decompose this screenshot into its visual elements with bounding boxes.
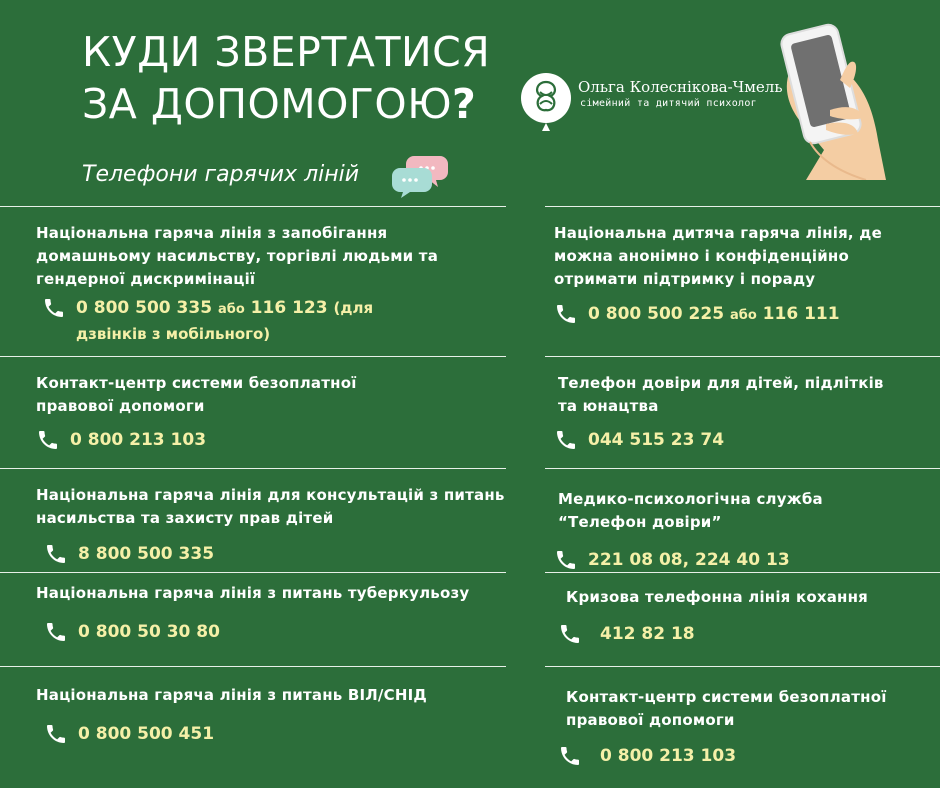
phone-separator: або: [729, 308, 757, 323]
hotline-card: [36, 684, 506, 764]
hotline-name: Контакт-центр системи безоплатної правової допомоги: [36, 374, 357, 415]
phone-number-2[interactable]: 116 111: [762, 304, 840, 324]
phone-icon: [554, 302, 578, 326]
phone-number[interactable]: 221 08 08, 224 40 13: [588, 550, 790, 570]
phone-note: (для дзвінків з мобільного): [76, 299, 374, 343]
divider: [545, 356, 940, 357]
phone-icon: [558, 744, 582, 768]
phone-number[interactable]: 044 515 23 74: [588, 430, 725, 450]
title-line-2: ЗА ДОПОМОГОЮ: [82, 80, 452, 128]
divider: [545, 206, 940, 207]
phone-number[interactable]: 0 800 500 335: [76, 298, 213, 318]
hotline-card: [558, 488, 934, 572]
hotline-name: Медико-психологічна служба “Телефон довіри”: [558, 490, 823, 531]
question-mark: ?: [451, 80, 477, 128]
hotline-card: [558, 372, 934, 464]
hotline-card: [36, 222, 506, 352]
phone-number-link[interactable]: [588, 302, 840, 328]
title-line-1: КУДИ ЗВЕРТАТИСЯ: [82, 28, 491, 76]
divider: [0, 468, 506, 469]
hotline-card: [36, 484, 506, 570]
divider: [0, 666, 506, 667]
phone-icon: [44, 722, 68, 746]
divider: [0, 356, 506, 357]
hotline-name: Національна гаряча лінія з питань ВІЛ/СНІД: [36, 686, 427, 704]
brand-logo: [518, 70, 788, 132]
logo-tagline: сімейний та дитячий психолог: [580, 98, 757, 109]
hotline-card: [554, 222, 934, 352]
subtitle: Телефони гарячих ліній: [82, 162, 360, 187]
chat-bubbles-icon: [392, 152, 448, 198]
hotline-name: Національна дитяча гаряча лінія, де можна анонімно і конфіденційно отримати підтримку і пораду: [554, 224, 882, 288]
hotline-name: Національна гаряча лінія з запобігання домашньому насильству, торгівлі людьми та гендерної дискримінації: [36, 224, 439, 288]
phone-icon: [42, 296, 66, 320]
phone-icon: [554, 548, 578, 572]
phone-number[interactable]: 8 800 500 335: [78, 544, 215, 564]
phone-icon: [44, 620, 68, 644]
phone-number[interactable]: 0 800 213 103: [600, 746, 737, 766]
phone-icon: [554, 428, 578, 452]
page-title: [82, 26, 490, 130]
divider: [0, 572, 506, 573]
phone-icon: [44, 542, 68, 566]
divider: [545, 666, 940, 667]
divider: [0, 206, 506, 207]
phone-number[interactable]: 0 800 50 30 80: [78, 622, 220, 642]
hotline-name: Національна гаряча лінія з питань туберкульозу: [36, 584, 470, 602]
hotline-card: [566, 686, 934, 782]
divider: [545, 468, 940, 469]
hotline-card: [566, 586, 934, 662]
phone-number[interactable]: 0 800 500 451: [78, 724, 215, 744]
logo-emblem-icon: [518, 70, 574, 132]
divider: [545, 572, 940, 573]
phone-number[interactable]: 0 800 213 103: [70, 430, 207, 450]
phone-number-2[interactable]: 116 123: [250, 298, 328, 318]
hotline-name: Контакт-центр системи безоплатної правової допомоги: [566, 688, 887, 729]
hotline-name: Телефон довіри для дітей, підлітків та юнацтва: [558, 374, 884, 415]
phone-icon: [36, 428, 60, 452]
phone-separator: або: [217, 302, 245, 317]
logo-name: Ольга Колеснікова-Чмель: [578, 78, 783, 96]
phone-icon: [558, 622, 582, 646]
hotline-name: Кризова телефонна лінія кохання: [566, 588, 868, 606]
phone-number-link[interactable]: [76, 296, 376, 346]
phone-number[interactable]: 0 800 500 225: [588, 304, 725, 324]
hand-phone-illustration: [770, 10, 930, 180]
hotline-card: [36, 372, 506, 464]
hotline-name: Національна гаряча лінія для консультацій з питань насильства та захисту прав дітей: [36, 486, 505, 527]
phone-number[interactable]: 412 82 18: [600, 624, 695, 644]
hotline-card: [36, 582, 506, 662]
